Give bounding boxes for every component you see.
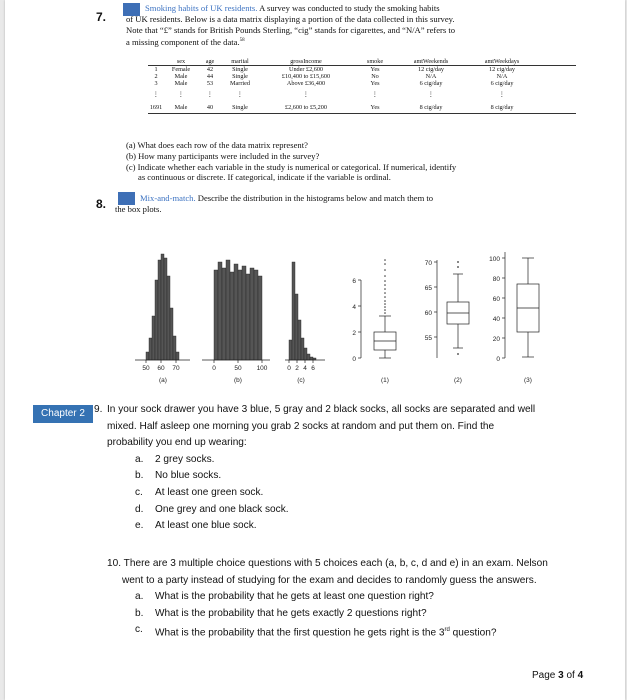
question-9 (94, 402, 597, 535)
histograms-and-boxplots (5, 240, 625, 390)
label-2: (2) (454, 377, 462, 384)
box3-tick: 80 (492, 276, 500, 283)
document-page (5, 0, 625, 700)
box3-tick: 0 (496, 356, 500, 363)
box2-tick: 55 (424, 335, 432, 342)
hist-b-tick: 50 (234, 365, 242, 372)
hist-c-bar (289, 340, 292, 360)
table-ellipsis-row: ⋮ ⋮ ⋮ ⋮ ⋮ ⋮ ⋮ ⋮ (152, 91, 506, 98)
hist-a-bar (152, 316, 155, 360)
label-1: (1) (381, 377, 389, 384)
table-row: 1 Female 42 Single Under £2,600 Yes 12 cig/day 12 cig/day (154, 66, 515, 73)
question-10 (107, 556, 607, 642)
question-7-part-c-cont: as continuous or discrete. If categorical, indicate if the variable is ordinal. (138, 172, 391, 182)
box1-tick: 6 (352, 278, 356, 285)
question-8-title: Mix-and-match. (140, 193, 196, 203)
box1-tick: 2 (352, 330, 356, 337)
box3-tick: 40 (492, 316, 500, 323)
list-item: d. One grey and one black sock. (135, 503, 289, 515)
box2-tick: 70 (424, 260, 432, 267)
box3-tick: 60 (492, 296, 500, 303)
hist-a-bar (176, 352, 179, 360)
question-7-part-a: (a) What does each row of the data matrix represent? (126, 140, 308, 150)
page-number: Page 3 of 4 (532, 670, 584, 681)
hist-b-bar (214, 270, 218, 360)
hist-c-tick: 2 (295, 365, 299, 372)
list-item: b. What is the probability that he gets exactly 2 questions right? (135, 607, 427, 619)
hist-a-bar (167, 276, 170, 360)
question-9-line3: probability you end up wearing: (107, 437, 247, 449)
label-b: (b) (234, 377, 242, 384)
chapter-tab[interactable]: Chapter 2 (33, 405, 93, 423)
hist-b-bar (242, 266, 246, 360)
hist-c-bar (307, 354, 310, 360)
hist-b-bar (222, 268, 226, 360)
box3-tick: 20 (492, 336, 500, 343)
list-item: c. At least one green sock. (135, 486, 264, 498)
hist-a-bar (146, 352, 149, 360)
list-item: a. 2 grey socks. (135, 453, 215, 465)
boxplot-3 (502, 252, 539, 358)
hist-b-tick: 0 (212, 365, 216, 372)
label-c: (c) (297, 377, 305, 384)
list-item: c. What is the probability that the first question he gets right is the 3rd question? (135, 624, 497, 639)
question-7-line4: a missing component of the data.$^{58}$ (126, 36, 245, 47)
hist-b-bar (250, 268, 254, 360)
hist-b-bar (218, 262, 222, 360)
boxplot-1 (358, 280, 396, 358)
table-row: 1691 Male 40 Single £2,600 to £5,200 Yes 8 cig/day 8 cig/day (149, 104, 514, 111)
question-9-line1: In your sock drawer you have 3 blue, 5 gray and 2 black socks, all socks are separated and well (107, 404, 536, 415)
hist-a-bar (155, 280, 158, 360)
list-item: e. At least one blue sock. (135, 520, 257, 532)
hist-a-tick: 60 (157, 365, 165, 372)
hist-b-bar (258, 276, 262, 360)
question-7-part-c: (c) Indicate whether each variable in the study is numerical or categorical. If numerical, identify (126, 162, 457, 172)
hist-b-tick: 100 (256, 365, 268, 372)
list-item: a. What is the probability that he gets at least one question right? (135, 591, 434, 603)
hist-c-bar (301, 338, 304, 360)
hist-c-bar (292, 262, 295, 360)
hist-c-tick: 0 (287, 365, 291, 372)
table-row: 2 Male 44 Single £10,400 to £15,600 No N/A N/A (154, 73, 508, 80)
hist-c-tick: 6 (311, 365, 315, 372)
question-8-number: 8. (96, 197, 107, 211)
hist-c-tick: 4 (303, 365, 307, 372)
question-7-title: Smoking habits of UK residents. (145, 3, 258, 13)
hist-b-bar (238, 270, 242, 360)
hist-a-bar (161, 254, 164, 360)
question-7-line1: Smoking habits of UK residents. A survey was conducted to study the smoking habits (145, 3, 440, 13)
hist-b-bar (246, 274, 250, 360)
question-7-line2: of UK residents. Below is a data matrix displaying a portion of the data collected in this survey. (126, 14, 455, 24)
hist-a-bar (170, 308, 173, 360)
label-3: (3) (524, 377, 532, 384)
question-7-part-b: (b) How many participants were included in the survey? (126, 151, 320, 161)
hist-b-bar (230, 272, 234, 360)
hist-b-bar (226, 260, 230, 360)
box1-tick: 0 (352, 356, 356, 363)
box2-tick: 60 (424, 310, 432, 317)
hist-a-tick: 50 (142, 365, 150, 372)
hist-c-bar (310, 357, 313, 360)
data-matrix-table (148, 58, 576, 114)
footnote-marker: 58 (239, 38, 245, 43)
table-row: 3 Male 53 Married Above £36,400 Yes 6 cig/day 6 cig/day (154, 80, 514, 87)
question-10-line1: 10. There are 3 multiple choice questions with 5 choices each (a, b, c, d and e) in an exam. Nelson (107, 558, 548, 569)
table-header-row: sex age marital grossIncome smoke amtWeekends amtWeekdays (176, 58, 520, 65)
question-7-line3: Note that “£” stands for British Pounds Sterling, “cig” stands for cigarettes, and “N/A” refers to (126, 25, 456, 35)
label-a: (a) (159, 377, 167, 384)
hist-a-tick: 70 (172, 365, 180, 372)
box1-tick: 4 (352, 304, 356, 311)
hist-b-bar (234, 264, 238, 360)
question-10-line2: went to a party instead of studying for the exam and decides to randomly guess the answers. (122, 574, 537, 586)
hist-b-bar (254, 270, 258, 360)
hist-a-bar (149, 338, 152, 360)
hist-c-bar (295, 294, 298, 360)
list-item: b. No blue socks. (135, 470, 222, 482)
hist-a-bar (173, 336, 176, 360)
hist-c-bar (304, 348, 307, 360)
question-9-line2: mixed. Half asleep one morning you grab 2 socks at random and put them on. Find the (107, 420, 495, 432)
hist-c-bar (298, 320, 301, 360)
question-9-number: 9. (94, 404, 103, 415)
question-7-number: 7. (96, 10, 107, 24)
boxplot-1-outliers (384, 259, 386, 314)
question-8-line2: the box plots. (115, 204, 162, 214)
question-10-number: 10. (107, 558, 122, 569)
box3-tick: 100 (489, 256, 500, 263)
boxplot-2 (434, 260, 469, 358)
hist-a-bar (158, 260, 161, 360)
question-8-line1: Mix-and-match. Describe the distribution in the histograms below and match them to (140, 193, 434, 203)
box2-tick: 65 (424, 285, 432, 292)
hist-a-bar (164, 258, 167, 360)
